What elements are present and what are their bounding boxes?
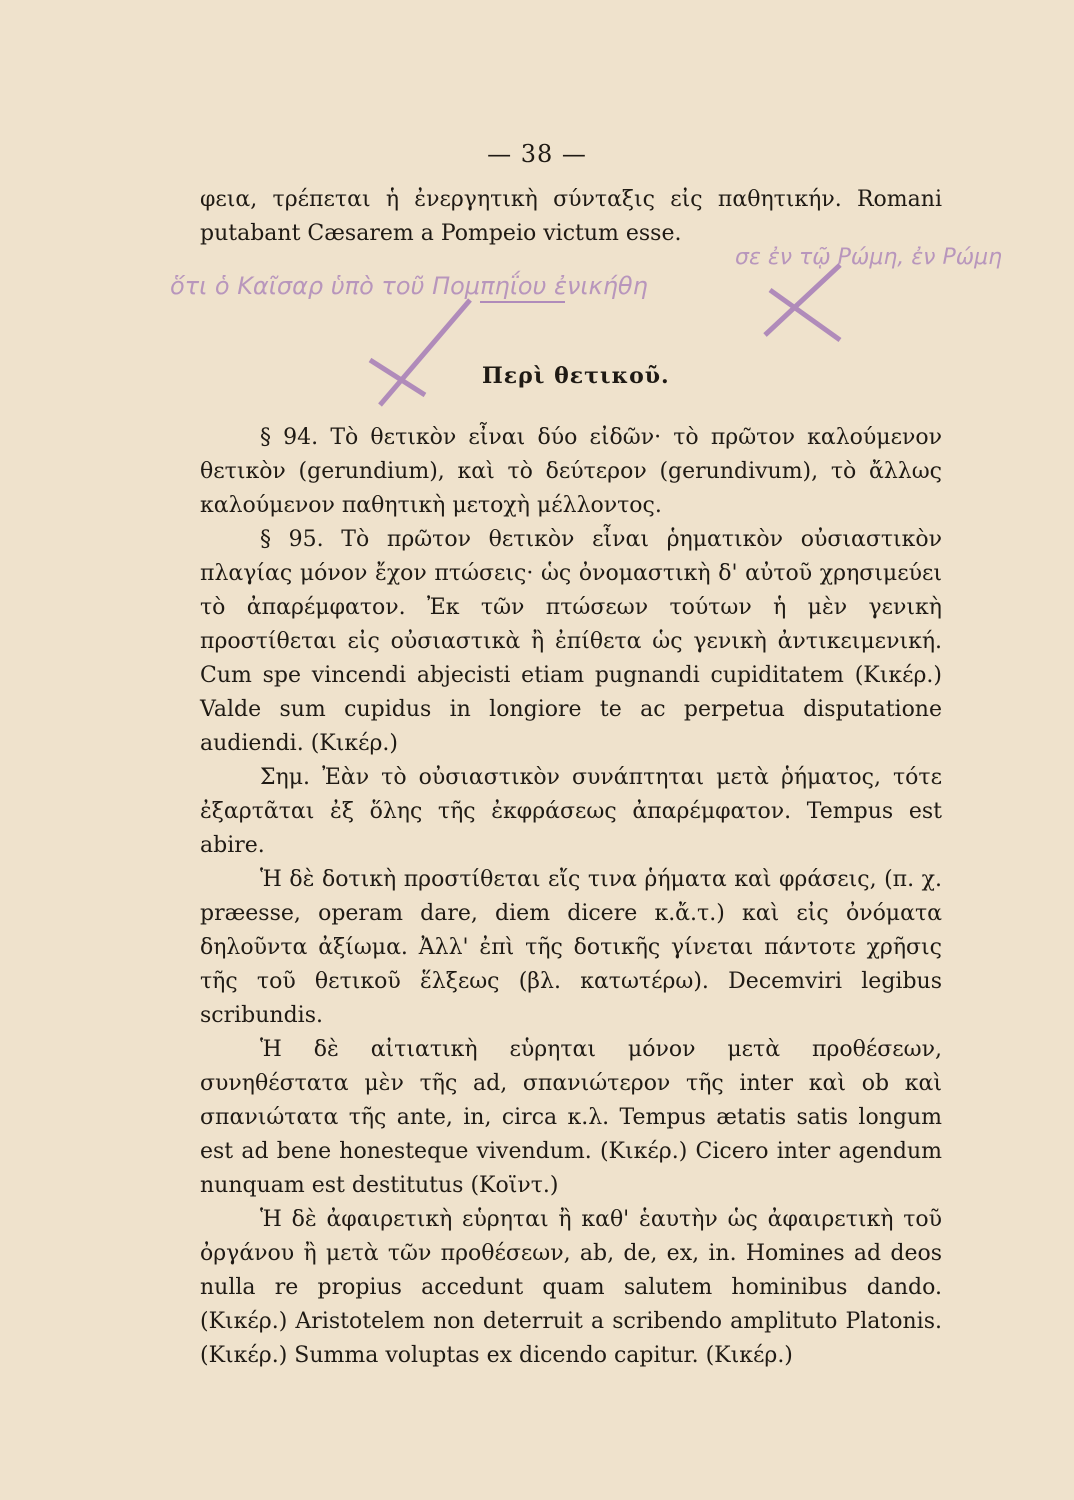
page-number: — 38 —: [487, 140, 587, 168]
accusative-paragraph: Ἡ δὲ αἰτιατικὴ εὑρηται μόνον μετὰ προθέσεων, συνηθέστατα μὲν τῆς ad, σπανιώτερον τῆς inter καὶ ob καὶ σπανιώτατα τῆς ante, in, circa κ.λ. Tempus ætatis satis longum est ad bene honesteque vivendum. (Κικέρ.) Cicero inter agendum nunquam est destitutus (Κοϊντ.): [200, 1037, 942, 1198]
handwritten-annotation-1: σε ἐν τῷ Ρώμη, ἐν Ρώμη: [735, 245, 1003, 270]
handwritten-annotation-2: ὅτι ὁ Καῖσαρ ὑπὸ τοῦ Πομπηΐου ἐνικήθη: [170, 272, 648, 300]
paragraph-94: § 94. Τὸ θετικὸν εἶναι δύο εἰδῶν· τὸ πρῶτον καλούμενον θετικὸν (gerundium), καὶ τὸ δεύτερον (gerundivum), τὸ ἄλλως καλούμενον παθητικὴ μετοχὴ μέλλοντος.: [200, 425, 942, 518]
note-paragraph: Σημ. Ἐὰν τὸ οὐσιαστικὸν συνάπτηται μετὰ ῥήματος, τότε ἐξαρτᾶται ἐξ ὅλης τῆς ἐκφράσεως ἀπαρέμφατον. Tempus est abire.: [200, 765, 942, 858]
dative-paragraph: Ἡ δὲ δοτικὴ προστίθεται εἴς τινα ῥήματα καὶ φράσεις, (π. χ. præesse, operam dare, diem dicere κ.ἄ.τ.) καὶ εἰς ὀνόματα δηλοῦντα ἀξίωμα. Ἀλλ' ἐπὶ τῆς δοτικῆς γίνεται πάντοτε χρῆσις τῆς τοῦ θετικοῦ ἕλξεως (βλ. κατωτέρω). Decemviri legibus scribundis.: [200, 867, 942, 1028]
ablative-paragraph: Ἡ δὲ ἀφαιρετικὴ εὑρηται ἢ καθ' ἑαυτὴν ὡς ἀφαιρετικὴ τοῦ ὀργάνου ἢ μετὰ τῶν προθέσεων, ab, de, ex, in. Homines ad deos nulla re propius accedunt quam salutem hominibus dando. (Κικέρ.) Aristotelem non deterruit a scribendo amplituto Platonis. (Κικέρ.) Summa voluptas ex dicendo capitur. (Κικέρ.): [200, 1207, 942, 1368]
paragraph-95: § 95. Τὸ πρῶτον θετικὸν εἶναι ῥηματικὸν οὐσιαστικὸν πλαγίας μόνον ἔχον πτώσεις· ὡς ὀνομαστικὴ δ' αὐτοῦ χρησιμεύει τὸ ἀπαρέμφατον. Ἐκ τῶν πτώσεων τούτων ἡ μὲν γενικὴ προστίθεται εἰς οὐσιαστικὰ ἢ ἐπίθετα ὡς γενικὴ ἀντικειμενική. Cum spe vincendi abjecisti etiam pugnandi cupiditatem (Κικέρ.) Valde sum cupidus in longiore te ac perpetua disputatione audiendi. (Κικέρ.): [200, 527, 942, 756]
body-text: [200, 183, 942, 1373]
section-heading: Περὶ θετικοῦ.: [482, 363, 670, 389]
intro-paragraph: φεια, τρέπεται ἡ ἐνεργητικὴ σύνταξις εἰς παθητικήν. Romani putabant Cæsarem a Pompeio victum esse.: [200, 187, 942, 246]
